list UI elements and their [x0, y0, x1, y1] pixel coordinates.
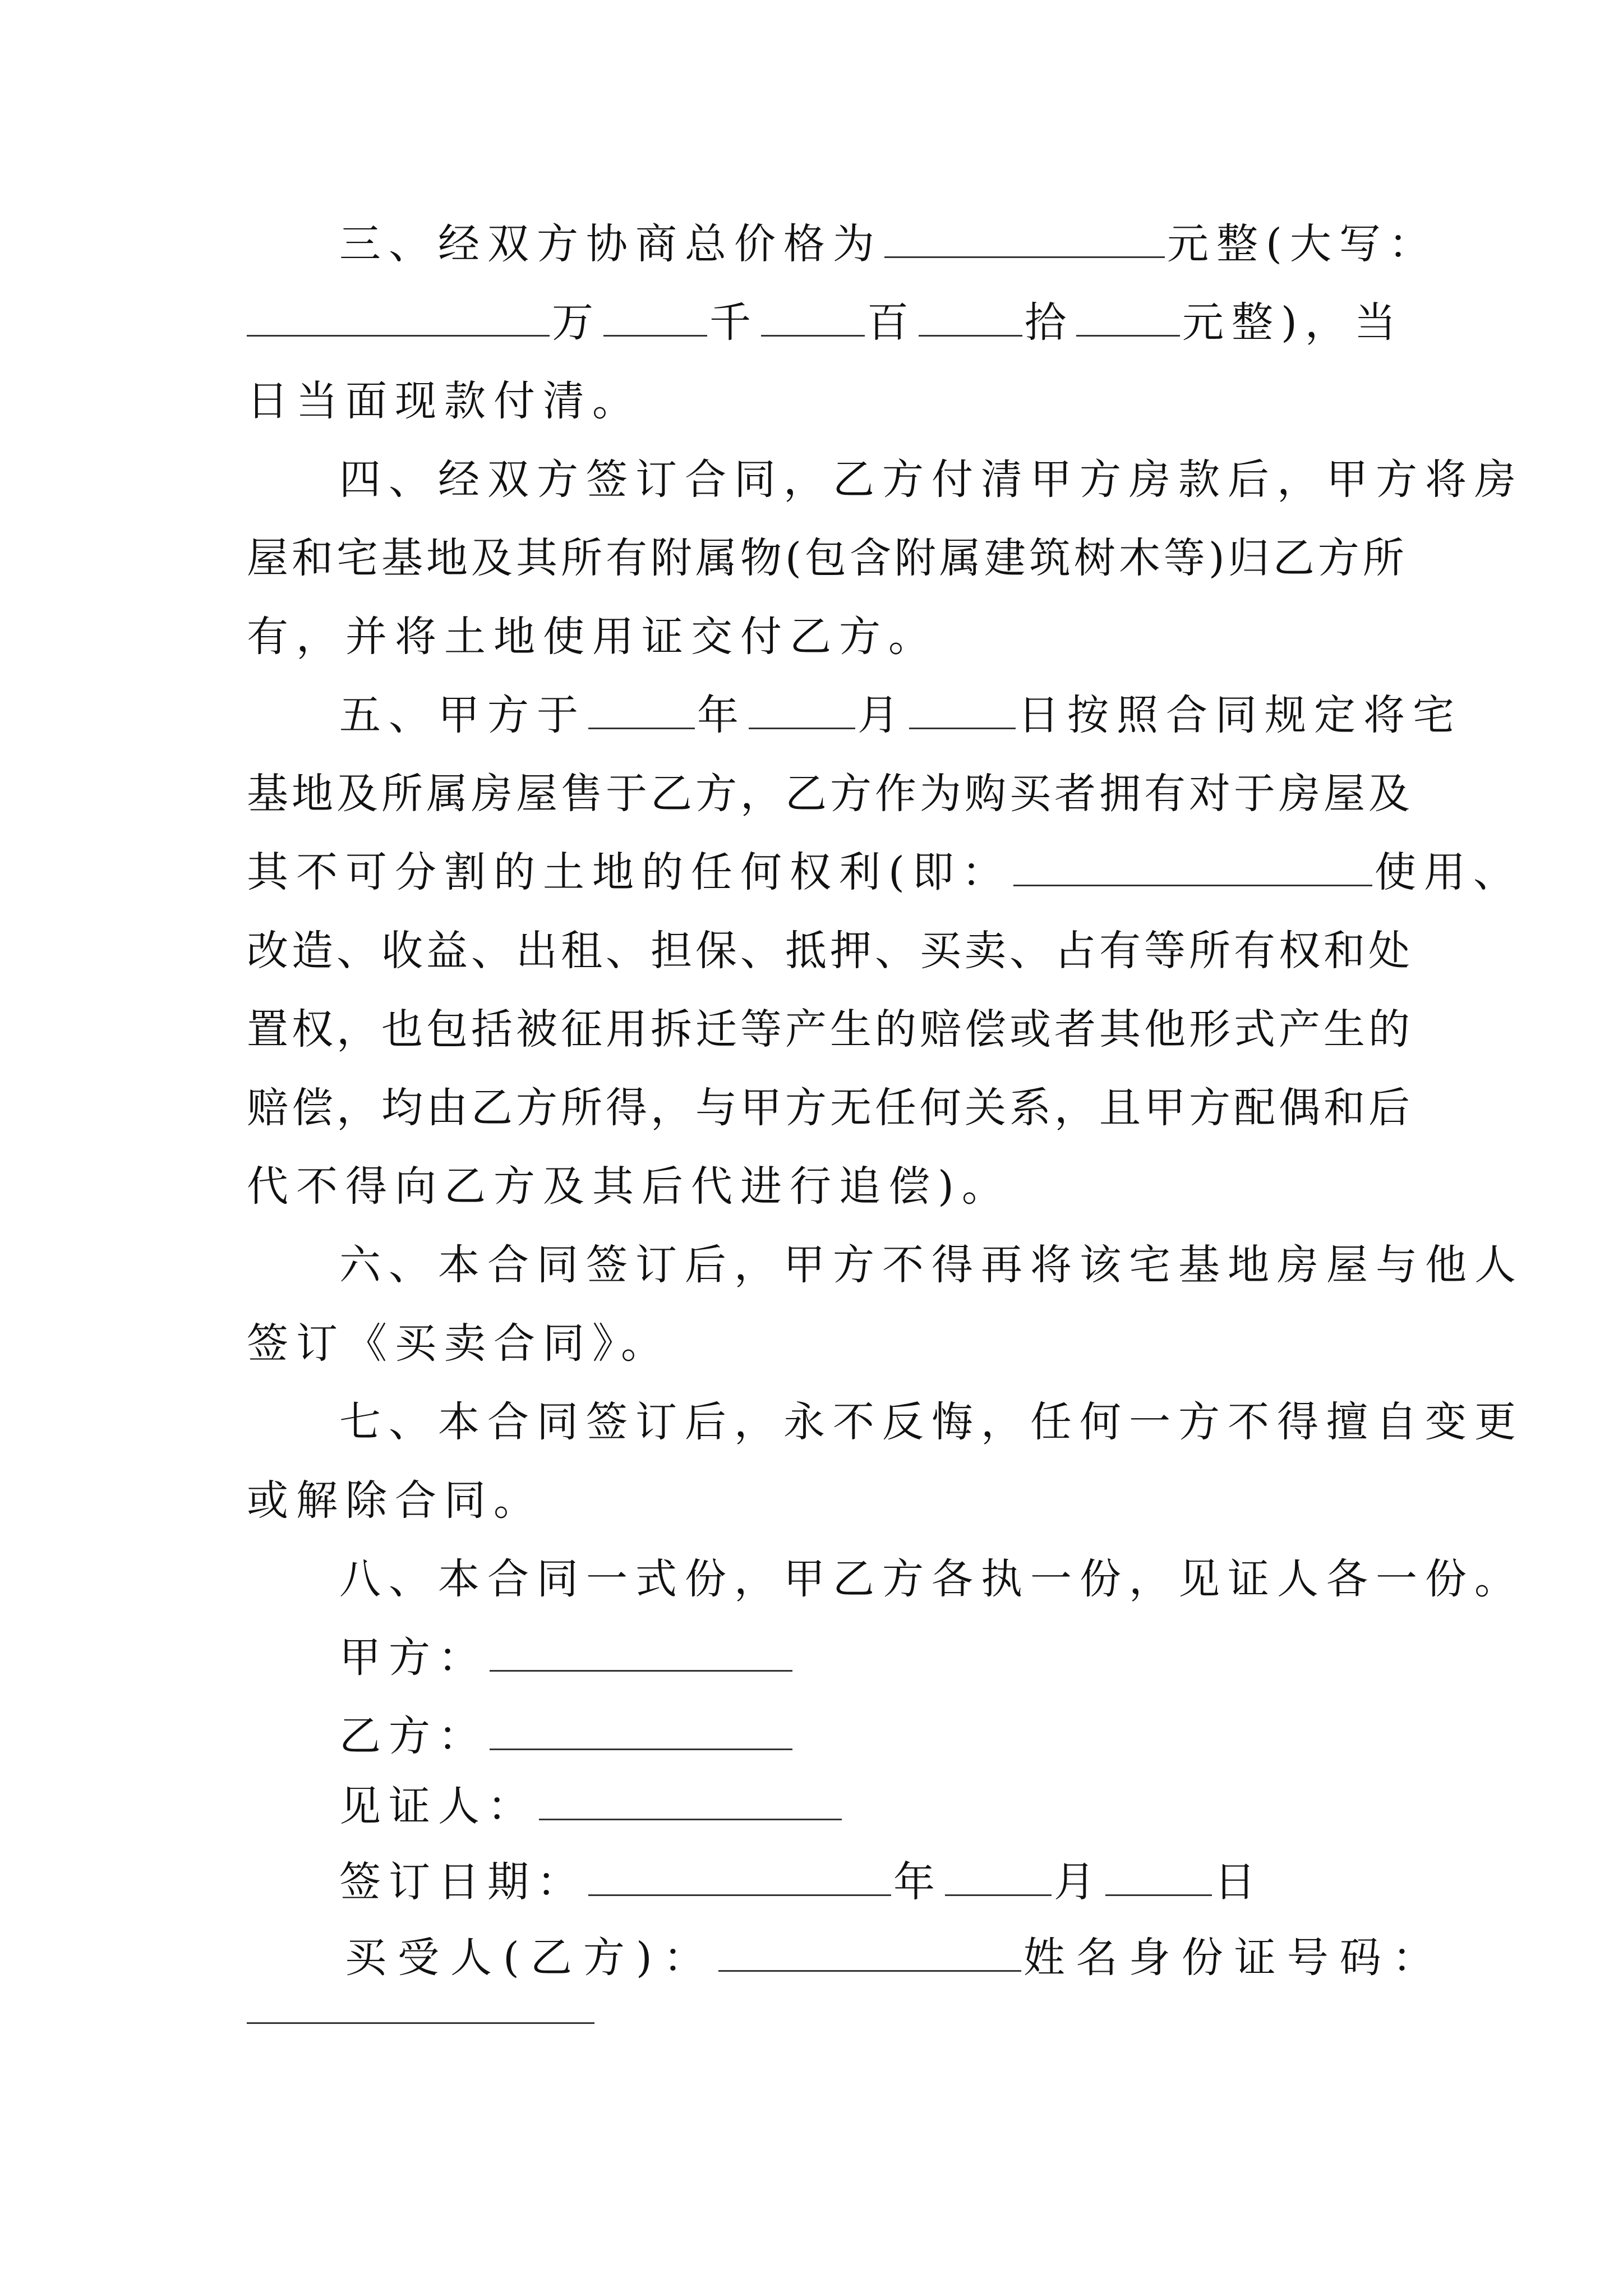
year-blank	[588, 688, 695, 729]
clause5-line7: 代不得向乙方及其后代进行追偿)。	[247, 1162, 1011, 1211]
clause3-line3: 日当面现款付清。	[247, 377, 642, 425]
clause5-line4: 改造、收益、出租、担保、抵押、买卖、占有等所有权和处	[247, 927, 1413, 975]
sign-day-blank	[1105, 1855, 1212, 1896]
sign-date-label: 签订日期：	[339, 1858, 586, 1906]
sign-year-blank	[588, 1855, 891, 1896]
unit-shi: 拾	[1025, 298, 1074, 347]
clause5-line5: 置权，也包括被征用拆迁等产生的赔偿或者其他形式产生的	[247, 1005, 1413, 1053]
clause8-line1: 八、本合同一式份，甲乙方各执一份，见证人各一份。	[339, 1555, 1524, 1603]
buyer-label: 买受人(乙方)：	[345, 1934, 716, 1982]
capital-amount-blank	[247, 296, 550, 337]
clause6-line2: 签订《买卖合同》。	[247, 1319, 670, 1368]
clause5-text-a: 五、甲方于	[339, 691, 586, 739]
clause4-line2: 屋和宅基地及其所有附属物(包含附属建筑树木等)归乙方所	[247, 534, 1408, 582]
shi-blank	[919, 296, 1022, 337]
day-blank	[909, 688, 1016, 729]
bai-blank	[761, 296, 865, 337]
rights-blank	[1013, 845, 1372, 886]
clause7-line1: 七、本合同签订后，永不反悔，任何一方不得擅自变更	[339, 1398, 1524, 1446]
party-b-blank	[490, 1709, 792, 1750]
clause3-text-b: 元整(大写：	[1167, 220, 1438, 268]
clause5-line3-text-b: 使用、	[1374, 848, 1523, 896]
witness-blank	[539, 1779, 842, 1820]
unit-wan: 万	[552, 298, 601, 347]
unit-bai: 百	[867, 298, 916, 347]
witness-label: 见证人：	[339, 1782, 537, 1830]
month-blank	[749, 688, 855, 729]
id-number-blank	[247, 2022, 594, 2024]
clause6-line1: 六、本合同签订后，甲方不得再将该宅基地房屋与他人	[339, 1241, 1524, 1289]
party-a-blank	[490, 1631, 792, 1672]
clause4-line1: 四、经双方签订合同，乙方付清甲方房款后，甲方将房	[339, 455, 1524, 504]
witness-row	[339, 1767, 1483, 1846]
yuan-blank	[1076, 296, 1180, 337]
clause3-line2-end: 元整)，当	[1182, 298, 1404, 347]
qian-blank	[603, 296, 707, 337]
clause4-line3: 有，并将土地使用证交付乙方。	[247, 613, 938, 661]
unit-qian: 千	[709, 298, 759, 347]
clause5-line3-text-a: 其不可分割的土地的任何权利(即：	[247, 848, 1011, 896]
unit-month: 月	[857, 691, 907, 739]
party-a-row	[339, 1618, 1483, 1697]
sign-month-unit: 月	[1054, 1858, 1103, 1906]
party-a-label: 甲方：	[339, 1634, 487, 1682]
clause7-line2: 或解除合同。	[247, 1476, 543, 1525]
party-b-row	[339, 1697, 1483, 1775]
buyer-row	[345, 1918, 1489, 1997]
total-price-blank	[884, 217, 1165, 258]
sign-month-blank	[945, 1855, 1052, 1896]
name-id-label: 姓名身份证号码：	[1023, 1934, 1445, 1982]
buyer-blank	[718, 1931, 1021, 1972]
clause5-line6: 赔偿，均由乙方所得，与甲方无任何关系，且甲方配偶和后	[247, 1084, 1413, 1132]
clause3-line1	[339, 205, 1483, 283]
clause5-line1	[339, 676, 1483, 754]
clause3-line2	[247, 283, 1404, 362]
clause5-text-b: 日按照合同规定将宅	[1018, 691, 1462, 739]
party-b-label: 乙方：	[339, 1712, 487, 1760]
clause5-line3	[247, 833, 1523, 912]
clause3-text-a: 三、经双方协商总价格为	[339, 220, 882, 268]
sign-day-unit: 日	[1214, 1858, 1264, 1906]
unit-year: 年	[697, 691, 746, 739]
sign-year-unit: 年	[893, 1858, 943, 1906]
sign-date-row	[339, 1843, 1483, 1921]
clause5-line2: 基地及所属房屋售于乙方，乙方作为购买者拥有对于房屋及	[247, 770, 1413, 818]
